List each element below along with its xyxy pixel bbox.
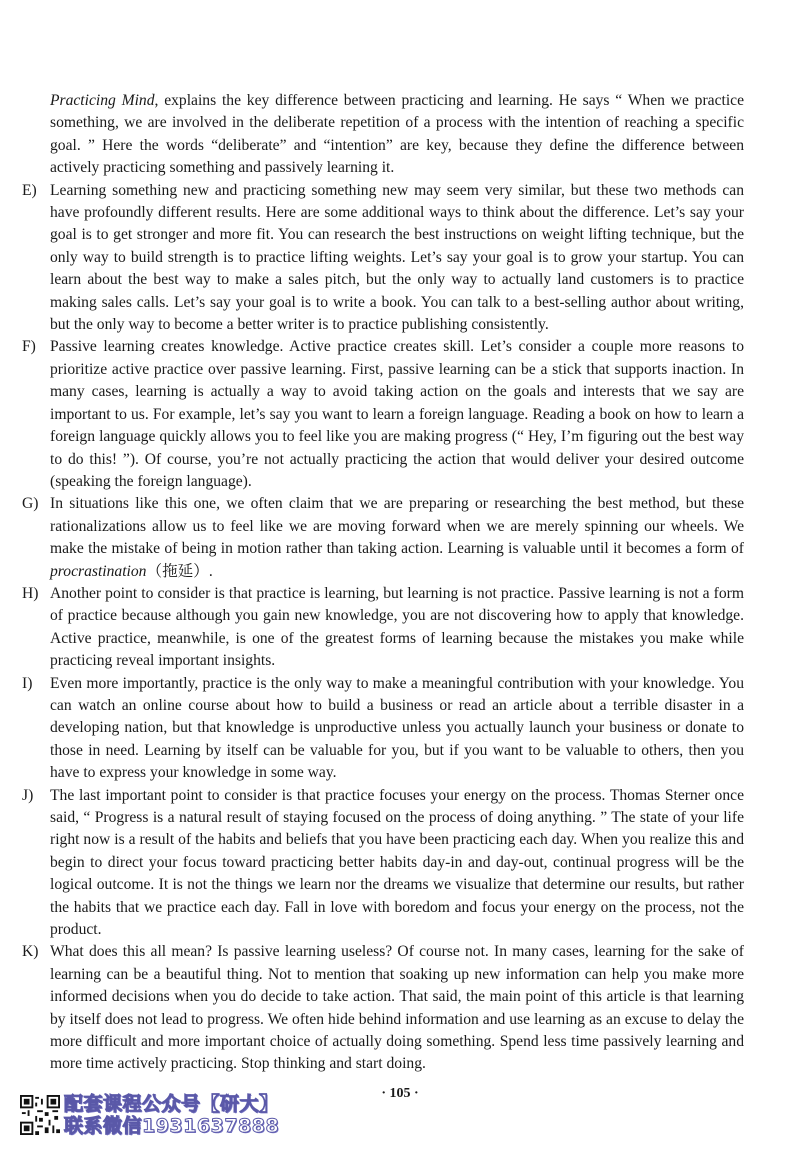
paragraph-j xyxy=(22,785,744,942)
paragraph-text: Learning something new and practicing something new may seem very similar, but these two methods can have profoundly different results. Here are some additional ways to think about the difference. Let’s say your goal is to get stronger and more fit. You can research the best instructions on weight lifting technique, but the only way to build strength is to practice lifting weights. Let’s say your goal is to grow your startup. You can learn about the best way to make a sales pitch, but the only way to actually land customers is to practice making sales calls. Let’s say your goal is to write a book. You can talk to a best-selling author about writing, but the only way to become a better writer is to practice publishing consistently. xyxy=(50,181,744,334)
paragraph-text: Passive learning creates knowledge. Active practice creates skill. Let’s consider a couple more reasons to prioritize active practice over passive learning. First, passive learning can be a stick that supports inaction. In many cases, learning is actually a way to avoid taking action on the goals and interests that we say are important to us. For example, let’s say you want to learn a foreign language. Reading a book on how to learn a foreign language quickly allows you to feel like you are making progress (“ Hey, I’m figuring out the best way to do this! ”). Of course, you’re not actually practicing the action that would deliver your desired outcome (speaking the foreign language). xyxy=(50,338,744,490)
vocab-term: procrastination xyxy=(50,562,147,580)
promo-line-2: 联系微信1931637888 xyxy=(64,1115,280,1137)
vocab-gloss: （拖延）. xyxy=(146,562,213,580)
paragraph-e xyxy=(22,180,744,337)
paragraph-text: Another point to consider is that practice is learning, but learning is not practice. Passive learning is not a form of practice because although you gain new knowledge, you are not discovering how to apply that knowledge. Active practice, meanwhile, is one of the greatest forms of learning because the mistakes you make while practicing reveal important insights. xyxy=(50,584,744,670)
book-title: Practicing Mind xyxy=(50,92,155,109)
article-body xyxy=(22,90,744,1076)
footer-promo xyxy=(64,1093,279,1137)
intro-text: , explains the key difference between practicing and learning. He says “ When we practice something, we are involved in the deliberate repetition of a process with the intention of reaching a specific goal. ” Here the words “deliberate” and “intention” are key, because they define the difference between actively practicing something and passively learning it. xyxy=(50,92,745,177)
paragraph-letter: F) xyxy=(22,338,36,356)
paragraph-k xyxy=(22,941,744,1075)
paragraph-letter: G) xyxy=(22,495,39,513)
paragraph-text: In situations like this one, we often claim that we are preparing or researching the best method, but these rationalizations allow us to feel like we are moving forward when we are merely spinning our wheels. We make the mistake of being in motion rather than taking action. Learning is valuable until it becomes a form of xyxy=(50,495,744,558)
paragraph-text: The last important point to consider is that practice focuses your energy on the process. Thomas Sterner once said, “ Progress is a natural result of staying focused on the process of doing anything. ” The state of your life right now is a result of the habits and beliefs that you have been practicing each day. When you realize this and begin to direct your focus toward practicing better habits day-in and day-out, continual progress will be the logical outcome. It is not the things we learn nor the dreams we visualize that determine our results, but rather the habits that we practice each day. Fall in love with boredom and focus your energy on the process, not the product. xyxy=(50,786,744,939)
paragraph-letter: K) xyxy=(22,943,39,961)
paragraph-text: What does this all mean? Is passive learning useless? Of course not. In many cases, learning for the sake of learning can be a beautiful thing. Not to mention that soaking up new information can help you make more informed decisions when you do decide to take action. That said, the main point of this article is that learning by itself does not lead to progress. We often hide behind information and use learning as an excuse to delay the more difficult and more important choice of actually doing something. Spend less time passively learning and more time actively practicing. Stop thinking and start doing. xyxy=(50,943,744,1073)
paragraph-letter: J) xyxy=(22,786,34,804)
intro-paragraph xyxy=(22,90,744,180)
paragraph-h xyxy=(22,583,744,673)
paragraph-g xyxy=(22,493,744,583)
page-number: · 105 · xyxy=(381,1086,419,1101)
paragraph-letter: H) xyxy=(22,584,39,602)
qr-code-icon xyxy=(20,1095,60,1135)
paragraph-text: Even more importantly, practice is the only way to make a meaningful contribution with your knowledge. You can watch an online course about how to build a business or read an article about a terrible disaster in a developing nation, but that knowledge is unproductive unless you actually launch your business or donate to those in need. Learning by itself can be valuable for you, but if you want to be valuable to others, then you have to express your knowledge in some way. xyxy=(50,674,744,782)
paragraph-f xyxy=(22,336,744,493)
paragraph-letter: I) xyxy=(22,674,33,692)
promo-line-1: 配套课程公众号【研大】 xyxy=(64,1093,279,1115)
paragraph-letter: E) xyxy=(22,181,37,199)
paragraph-i xyxy=(22,673,744,785)
